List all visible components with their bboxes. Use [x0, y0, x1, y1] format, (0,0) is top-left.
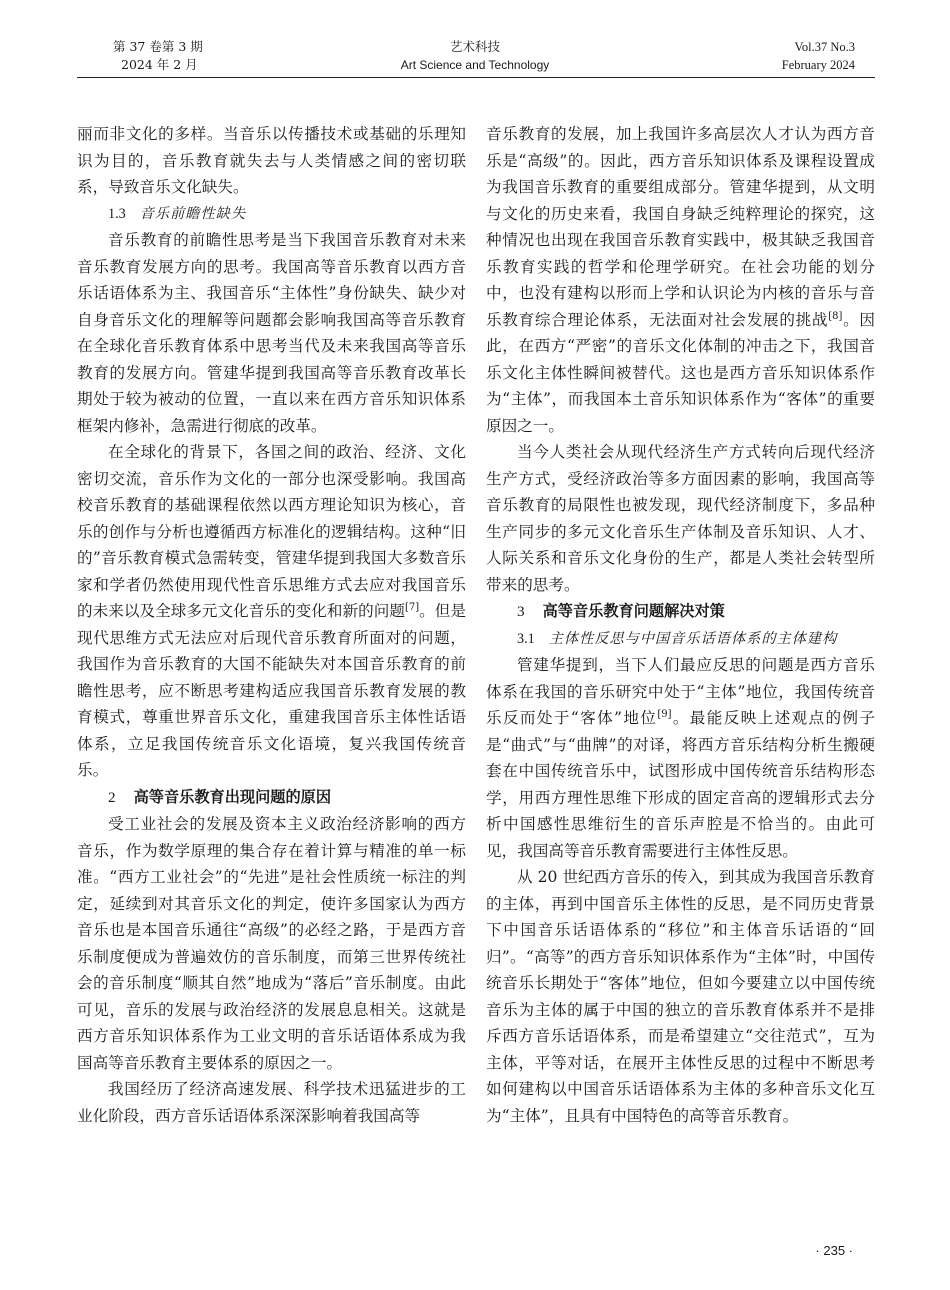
issue-date-en: February 2024	[781, 58, 855, 72]
section-number: 1.3	[108, 205, 126, 222]
paragraph: 音乐教育的前瞻性思考是当下我国音乐教育对未来音乐教育发展方向的思考。我国高等音乐教育以西方音乐话语体系为主、我国音乐“主体性”身份缺失、缺少对自身音乐文化的理解等问题都会影响我国高等音乐教育在全球化音乐教育体系中思考当代及未来我国高等音乐教育的发展方向。管建华提到我国高等音乐教育改革长期处于较为被动的位置，一直以来在西方音乐知识体系框架内修补，急需进行彻底的改革。	[77, 231, 466, 435]
section-title: 主体性反思与中国音乐话语体系的主体建构	[548, 630, 838, 647]
paragraph: 从 20 世纪西方音乐的传入，到其成为我国音乐教育的主体，再到中国音乐主体性的反思，是不同历史背景下中国音乐话语体系的“移位”和主体音乐话语的“回归”。“高等”的西方音乐知识体系作为“主体”时，中国传统音乐长期处于“客体”地位，但如今要建立以中国传统音乐为主体的属于中国的独立的音乐教育体系并不是排斥西方音乐话语体系，而是希望建立“交往范式”，互为主体，平等对话，在展开主体性反思的过程中不断思考如何建构以中国音乐话语体系为主体的多种音乐文化互为“主体”，且具有中国特色的高等音乐教育。	[486, 868, 875, 1125]
section-heading-2	[77, 784, 466, 812]
section-title: 音乐前瞻性缺失	[139, 205, 247, 222]
paragraph-text: 。但是现代思维方式无法应对后现代音乐教育所面对的问题，我国作为音乐教育的大国不能缺失对本国音乐教育的前瞻性思考，应不断思考建构适应我国音乐教育发展的教育模式，尊重世界音乐文化，重建我国音乐主体性话语体系，立足我国传统音乐文化语境，复兴我国传统音乐。	[77, 602, 466, 779]
section-number: 2	[108, 788, 116, 806]
page-number: · 235 ·	[815, 1243, 853, 1258]
paragraph	[77, 439, 466, 784]
citation-8[interactable]: [8]	[828, 310, 843, 322]
paragraph	[486, 652, 875, 864]
paragraph: 我国经历了经济高速发展、科学技术迅猛进步的工业化阶段，西方音乐话语体系深深影响着我国高等	[77, 1080, 466, 1125]
paragraph	[486, 121, 875, 439]
paragraph-text: 。最能反映上述观点的例子是“曲式”与“曲牌”的对译，将西方音乐结构分析生搬硬套在中国传统音乐中，试图形成中国传统音乐结构形态学，用西方理性思维下形成的固定音高的逻辑形式去分析中国感性思维衍生的音乐声腔是不恰当的。由此可见，我国高等音乐教育需要进行主体性反思。	[486, 709, 875, 860]
paragraph-text: 在全球化的背景下，各国之间的政治、经济、文化密切交流，音乐作为文化的一部分也深受影响。我国高校音乐教育的基础课程依然以西方理论知识为核心，音乐的创作与分析也遵循西方标准化的逻辑结构。这种“旧的”音乐教育模式急需转变，管建华提到我国大多数音乐家和学者仍然使用现代性音乐思维方式去应对我国音乐的未来以及全球多元文化音乐的变化和新的问题	[77, 443, 466, 620]
paragraph-text: 。因此，在西方“严密”的音乐文化体制的冲击之下，我国音乐文化主体性瞬间被替代。这也是西方音乐知识体系作为“主体”，而我国本土音乐知识体系作为“客体”的重要原因之一。	[486, 310, 875, 435]
section-heading-3-1	[486, 626, 875, 653]
paragraph: 丽而非文化的多样。当音乐以传播技术或基础的乐理知识为目的，音乐教育就失去与人类情感之间的密切联系，导致音乐文化缺失。	[77, 125, 466, 196]
section-number: 3.1	[517, 630, 535, 647]
right-column	[486, 121, 875, 1129]
issue-date: 2024 年 2 月	[121, 57, 198, 72]
journal-title-cn: 艺术科技	[449, 39, 500, 54]
paragraph: 当今人类社会从现代经济生产方式转向后现代经济生产方式，受经济政治等多方面因素的影响，我国高等音乐教育的局限性也被发现，现代经济制度下，多品种生产同步的多元文化音乐生产体制及音乐知识、人才、人际关系和音乐文化身份的生产，都是人类社会转型所带来的思考。	[486, 443, 875, 594]
volume-issue: 第 37 卷第 3 期	[113, 39, 203, 54]
section-number: 3	[517, 603, 525, 620]
citation-7[interactable]: [7]	[404, 601, 420, 613]
header-rule	[77, 77, 875, 78]
paragraph-text: 管建华提到，当下人们最应反思的问题是西方音乐体系在我国的音乐研究中处于“主体”地位，我国传统音乐反而处于“客体”地位	[486, 656, 875, 727]
section-title: 高等音乐教育出现问题的原因	[133, 787, 332, 806]
section-heading-1-3	[77, 201, 466, 228]
citation-9[interactable]: [9]	[657, 708, 672, 720]
section-title: 高等音乐教育问题解决对策	[542, 602, 725, 620]
paragraph-text: 音乐教育的发展，加上我国许多高层次人才认为西方音乐是“高级”的。因此，西方音乐知识体系及课程设置成为我国音乐教育的重要组成部分。管建华提到，从文明与文化的历史来看，我国自身缺乏纯粹理论的探究，这种情况也出现在我国音乐教育实践中，极其缺乏我国音乐教育实践的哲学和伦理学研究。在社会功能的划分中，也没有建构以形而上学和认识论为内核的音乐与音乐教育综合理论体系，无法面对社会发展的挑战	[486, 125, 875, 329]
running-header	[0, 0, 950, 80]
paragraph: 受工业社会的发展及资本主义政治经济影响的西方音乐，作为数学原理的集合存在着计算与精准的单一标准。“西方工业社会”的“先进”是社会性质统一标注的判定，延续到对其音乐文化的判定，使许多国家认为西方音乐也是本国音乐通往“高级”的必经之路，于是西方音乐制度便成为普遍效仿的音乐制度，而第三世界传统社会的音乐制度“顺其自然”地成为“落后”音乐制度。由此可见，音乐的发展与政治经济的发展息息相关。这就是西方音乐知识体系作为工业文明的音乐话语体系成为我国高等音乐教育主要体系的原因之一。	[77, 815, 466, 1072]
section-heading-3	[486, 598, 875, 626]
left-column	[77, 121, 466, 1129]
journal-title-en: Art Science and Technology	[400, 58, 550, 72]
header-right	[782, 38, 855, 74]
volume-issue-en: Vol.37 No.3	[794, 40, 855, 54]
